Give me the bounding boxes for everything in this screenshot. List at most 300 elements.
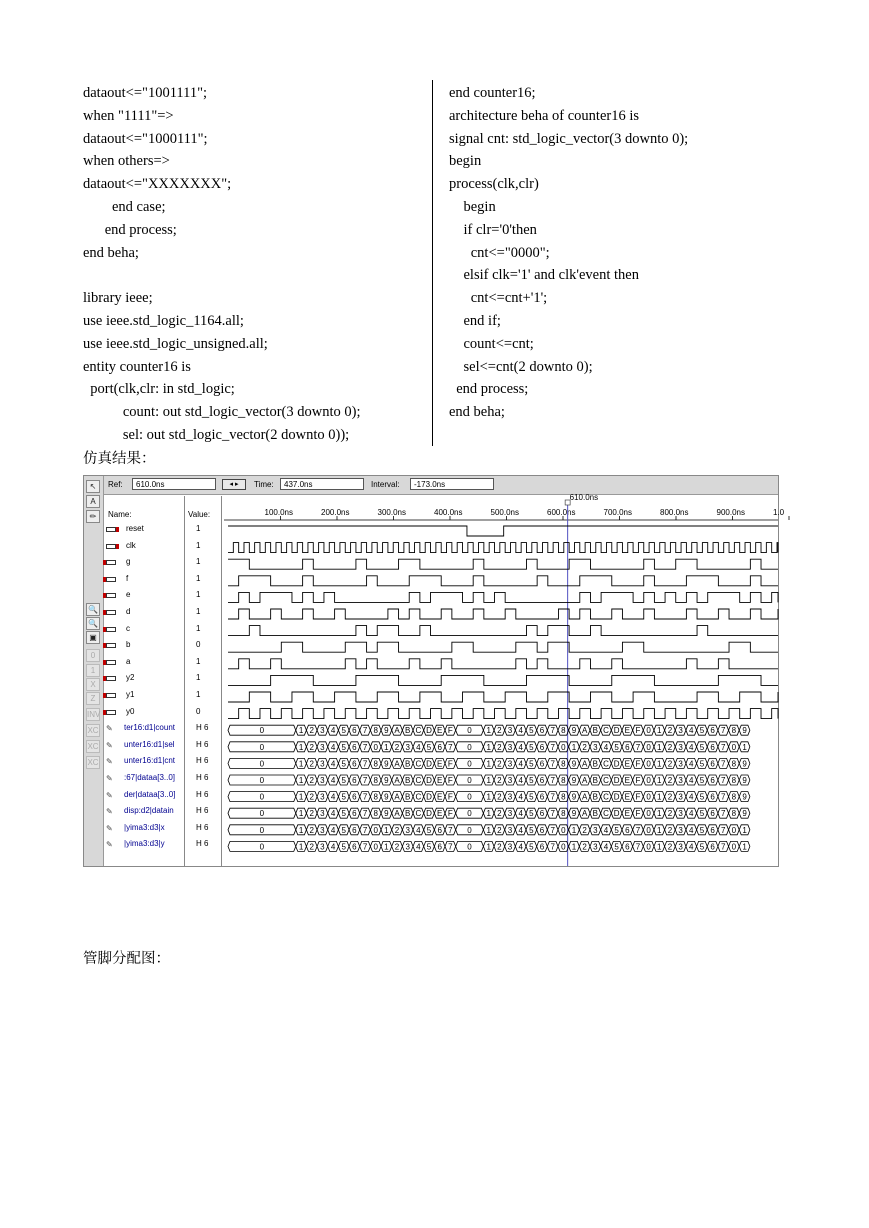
bus-value-label: 3	[320, 792, 325, 802]
tool-button[interactable]: A	[86, 495, 100, 508]
bus-value-label: 7	[721, 842, 726, 852]
bus-value-label: 8	[373, 809, 378, 819]
signal-name[interactable]: :67|dataa[3..0]	[124, 773, 176, 782]
bus-value-label: 2	[394, 825, 400, 835]
bus-value-label: 0	[373, 842, 378, 852]
bus-value-label: 2	[667, 842, 673, 852]
signal-value: 1	[196, 623, 201, 633]
value-column-header: Value:	[188, 510, 211, 519]
bus-value-label: 6	[539, 809, 545, 819]
code-line: sel: out std_logic_vector(2 downto 0));	[83, 426, 350, 443]
bus-value-label: 1	[571, 842, 577, 852]
bus-value-label: 6	[352, 792, 357, 802]
signal-waveform	[228, 609, 778, 619]
bus-value-label: 0	[731, 842, 737, 852]
bus-value-label: 3	[320, 842, 325, 852]
bus-value-label: D	[613, 726, 620, 736]
bus-value-label: 0	[561, 742, 566, 752]
signal-name[interactable]: y2	[126, 673, 135, 683]
bus-value-label: 3	[320, 776, 325, 785]
bus-value-label: 5	[699, 842, 705, 852]
bus-value-label: F	[447, 759, 453, 769]
tool-button[interactable]: 🔍	[86, 603, 100, 616]
signal-name[interactable]: clk	[126, 540, 136, 550]
bus-value-label: D	[613, 759, 620, 769]
bus-value-label: 8	[731, 776, 737, 785]
bus-node-icon: ✎	[106, 757, 113, 767]
bus-value-label: C	[415, 759, 422, 769]
bus-value-label: 5	[341, 842, 346, 852]
signal-value: 1	[196, 607, 201, 616]
bus-value-label: 5	[529, 759, 534, 769]
time-tick-label: 600.0ns	[547, 508, 576, 517]
bus-value-label: 6	[710, 809, 715, 819]
bus-value-label: 1	[571, 742, 577, 752]
bus-value-label: 6	[539, 842, 545, 852]
signal-value: H 6	[196, 822, 209, 832]
bus-value-label: 6	[539, 742, 545, 752]
bus-value-label: F	[447, 809, 453, 819]
bus-value-label: 0	[259, 759, 265, 769]
bus-value-label: 4	[330, 776, 336, 785]
bus-value-label: 0	[467, 776, 472, 785]
time-tick-label: 400.0ns	[434, 508, 463, 517]
signal-name[interactable]: |yima3:d3|x	[124, 822, 165, 832]
bus-value-label: 3	[320, 726, 325, 736]
bus-value-label: 4	[518, 759, 523, 769]
bus-value-label: 0	[259, 842, 265, 852]
bus-value-label: 6	[710, 759, 715, 769]
output-pin-icon	[106, 710, 116, 715]
bus-value-label: 9	[384, 776, 389, 785]
bus-value-label: 5	[529, 776, 534, 785]
bus-value-label: E	[436, 759, 443, 769]
tool-button[interactable]: ✏	[86, 510, 100, 523]
bus-value-label: 9	[571, 726, 577, 736]
signal-name[interactable]: d	[126, 607, 131, 616]
bus-value-label: 1	[298, 742, 304, 752]
signal-name[interactable]: a	[126, 656, 131, 666]
bus-value-label: 6	[710, 742, 715, 752]
bus-value-label: 5	[529, 842, 534, 852]
bus-value-label: 7	[448, 742, 453, 752]
bus-value-label: 1	[486, 792, 491, 802]
bus-value-label: 3	[507, 792, 513, 802]
bus-value-label: 0	[259, 776, 265, 785]
bus-value-label: 5	[699, 792, 705, 802]
bus-value-label: C	[415, 776, 422, 785]
bus-value-label: 2	[309, 825, 314, 835]
bus-value-label: 8	[561, 726, 566, 736]
bus-value-label: 0	[731, 825, 737, 835]
bus-value-label: 3	[678, 726, 683, 736]
bus-value-label: 5	[341, 792, 346, 802]
code-line: dataout<="XXXXXXX";	[83, 176, 232, 193]
bus-value-label: E	[436, 726, 443, 736]
bus-value-label: 6	[539, 825, 545, 835]
bus-value-label: 2	[394, 842, 400, 852]
tool-button[interactable]: 0	[86, 649, 100, 662]
bus-value-label: 6	[352, 809, 357, 819]
bus-node-icon: ✎	[106, 724, 113, 734]
bus-value-label: 3	[678, 792, 683, 802]
bus-value-label: C	[603, 792, 609, 802]
bus-value-label: 0	[467, 842, 472, 852]
input-pin-icon	[106, 544, 116, 549]
bus-value-label: 7	[721, 742, 726, 752]
bus-value-label: 3	[405, 842, 410, 852]
tool-button[interactable]: 🔍	[86, 617, 100, 630]
bus-value-label: 3	[678, 776, 683, 785]
bus-value-label: 7	[448, 842, 453, 852]
bus-value-label: D	[426, 792, 432, 802]
bus-value-label: 5	[699, 809, 705, 819]
signal-waveform	[228, 659, 778, 669]
signal-name[interactable]: e	[126, 590, 131, 600]
interval-field[interactable]: -173.0ns	[410, 478, 494, 490]
bus-value-label: 3	[507, 809, 513, 819]
bus-value-label: F	[447, 726, 453, 736]
bus-value-label: 0	[646, 809, 651, 819]
bus-value-label: 9	[384, 809, 389, 819]
signal-value: H 6	[196, 739, 209, 749]
bus-value-label: 0	[467, 726, 472, 736]
bus-value-label: A	[581, 759, 588, 769]
bus-value-label: 0	[259, 726, 265, 736]
bus-value-label: 7	[362, 792, 368, 802]
bus-value-label: 2	[309, 726, 314, 736]
bus-value-label: 8	[373, 792, 378, 802]
column-divider	[432, 80, 433, 446]
bus-value-label: 3	[593, 742, 598, 752]
bus-value-label: 7	[721, 759, 726, 769]
tool-button[interactable]: XC	[87, 742, 99, 751]
signal-name[interactable]: g	[126, 557, 131, 567]
bus-value-label: 1	[657, 742, 662, 752]
bus-node-icon: ✎	[106, 774, 113, 783]
bus-value-label: 2	[309, 776, 314, 785]
tool-button[interactable]: XC	[87, 758, 99, 767]
bus-value-label: 2	[309, 792, 314, 802]
signal-waveform	[228, 592, 778, 602]
bus-value-label: 0	[646, 825, 651, 835]
tool-button[interactable]: ↖	[86, 480, 100, 493]
bus-value-label: 9	[571, 809, 577, 819]
bus-value-label: 8	[561, 759, 566, 769]
interval-label: Interval:	[371, 480, 400, 489]
signal-name[interactable]: disp:d2|datain	[124, 806, 174, 816]
bus-value-label: 9	[742, 759, 747, 769]
bus-value-label: 4	[603, 825, 609, 835]
code-line: elsif clk='1' and clk'event then	[449, 267, 639, 284]
tool-button[interactable]: Z	[86, 692, 100, 705]
bus-value-label: 6	[437, 825, 442, 835]
signal-waveform	[228, 543, 778, 553]
signal-name[interactable]: unter16:d1|sel	[124, 739, 175, 749]
bus-value-label: 3	[678, 825, 683, 835]
code-line: sel<=cnt(2 downto 0);	[449, 358, 593, 375]
bus-value-label: 0	[646, 842, 651, 852]
bus-value-label: 7	[550, 759, 555, 769]
bus-value-label: 7	[635, 842, 641, 852]
bus-value-label: F	[635, 809, 641, 819]
code-line: end beha;	[449, 404, 505, 421]
signal-value: 1	[196, 590, 201, 600]
code-line: signal cnt: std_logic_vector(3 downto 0);	[449, 130, 689, 147]
bus-value-label: 2	[309, 742, 314, 752]
bus-value-label: B	[592, 776, 598, 785]
bus-value-label: 8	[731, 726, 737, 736]
signal-value: 0	[196, 640, 201, 650]
bus-value-label: 1	[384, 742, 389, 752]
bus-value-label: 9	[742, 792, 747, 802]
bus-value-label: 5	[529, 809, 534, 819]
code-line: begin	[449, 153, 482, 170]
bus-value-label: 7	[362, 776, 368, 785]
signal-value: H 6	[196, 723, 209, 733]
code-line: end beha;	[83, 244, 139, 261]
code-line: use ieee.std_logic_unsigned.all;	[83, 335, 268, 352]
bus-value-label: 6	[710, 825, 715, 835]
bus-value-label: 2	[309, 809, 314, 819]
bus-value-label: C	[415, 809, 422, 819]
bus-value-label: 3	[507, 825, 513, 835]
bus-value-label: 1	[657, 759, 662, 769]
bus-value-label: 5	[614, 842, 619, 852]
bus-value-label: 0	[467, 742, 472, 752]
bus-value-label: 0	[259, 742, 265, 752]
ref-field[interactable]: 610.0ns	[132, 478, 216, 490]
time-tick-label: 100.0ns	[264, 508, 293, 517]
bus-value-label: 8	[373, 759, 378, 769]
signal-name[interactable]: f	[126, 573, 129, 583]
bus-value-label: 6	[625, 742, 630, 752]
tool-button[interactable]: XC	[87, 726, 99, 735]
signal-waveform	[228, 709, 778, 719]
signal-value: 0	[196, 706, 201, 716]
bus-value-label: 7	[448, 825, 453, 835]
bus-value-label: 4	[330, 792, 336, 802]
bus-value-label: 4	[330, 809, 336, 819]
bus-value-label: 3	[507, 776, 513, 785]
bus-value-label: C	[603, 809, 609, 819]
bus-value-label: 4	[518, 809, 523, 819]
output-pin-icon	[106, 660, 116, 665]
time-tick-label: 700.0ns	[603, 508, 632, 517]
bus-value-label: E	[624, 809, 630, 819]
bus-value-label: E	[436, 809, 443, 819]
signal-value: 1	[196, 690, 201, 699]
bus-value-label: 6	[352, 825, 357, 835]
bus-value-label: 5	[341, 776, 346, 785]
code-column-left	[83, 82, 428, 447]
bus-value-label: 7	[550, 726, 555, 736]
bus-value-label: 1	[298, 842, 304, 852]
tool-button[interactable]: ▣	[86, 631, 100, 644]
output-pin-icon	[106, 610, 116, 615]
bus-value-label: 2	[497, 776, 502, 785]
bus-value-label: 2	[497, 809, 502, 819]
bus-value-label: 7	[550, 776, 555, 785]
bus-value-label: 5	[341, 809, 346, 819]
signal-name[interactable]: b	[126, 640, 131, 650]
bus-value-label: 6	[625, 842, 630, 852]
bus-value-label: 7	[550, 742, 555, 752]
bus-value-label: 6	[539, 792, 545, 802]
bus-value-label: 9	[742, 809, 747, 819]
code-line: cnt<=cnt+'1';	[449, 290, 548, 307]
output-pin-icon	[106, 593, 116, 598]
time-tick-label: 1.0	[773, 508, 785, 517]
bus-value-label: C	[603, 776, 609, 785]
bus-value-label: 3	[678, 742, 683, 752]
output-pin-icon	[106, 643, 116, 648]
time-tick-label: 300.0ns	[377, 508, 406, 517]
signal-value: 1	[196, 557, 201, 567]
ref-arrows-button[interactable]: ◂ ▸	[222, 479, 246, 490]
bus-value-label: 5	[614, 742, 619, 752]
bus-node-icon: ✎	[106, 790, 113, 800]
bus-value-label: 5	[529, 726, 534, 736]
bus-value-label: 7	[550, 825, 555, 835]
output-pin-icon	[106, 676, 116, 681]
bus-value-label: 7	[721, 776, 726, 785]
bus-value-label: 2	[582, 742, 587, 752]
bus-value-label: 2	[497, 726, 502, 736]
bus-value-label: 6	[710, 726, 715, 736]
code-line: end counter16;	[449, 85, 536, 101]
bus-value-label: 7	[721, 809, 726, 819]
signal-name[interactable]: reset	[126, 524, 144, 533]
bus-value-label: 4	[330, 759, 336, 769]
bus-value-label: 0	[259, 809, 265, 819]
signal-name[interactable]: unter16:d1|cnt	[124, 756, 176, 766]
bus-value-label: 8	[373, 726, 378, 736]
bus-value-label: 4	[689, 792, 694, 802]
bus-value-label: 3	[320, 742, 325, 752]
bus-value-label: 4	[330, 825, 336, 835]
tool-button[interactable]: 1	[86, 664, 100, 677]
bus-value-label: 6	[352, 742, 357, 752]
bus-value-label: D	[426, 759, 432, 769]
bus-value-label: 0	[731, 742, 737, 752]
bus-value-label: 7	[362, 742, 368, 752]
bus-value-label: 3	[507, 726, 513, 736]
signal-waveform	[228, 576, 778, 586]
bus-value-label: 2	[309, 759, 314, 769]
bus-value-label: B	[405, 809, 411, 819]
signal-name[interactable]: ter16:d1|count	[124, 723, 176, 733]
bus-value-label: 4	[416, 842, 421, 852]
bus-value-label: 3	[678, 842, 683, 852]
bus-value-label: 1	[298, 759, 304, 769]
bus-value-label: 9	[384, 726, 389, 736]
bus-value-label: D	[613, 776, 620, 785]
bus-value-label: F	[635, 776, 641, 785]
bus-value-label: 9	[571, 776, 577, 785]
bus-value-label: E	[436, 776, 443, 785]
bus-value-label: D	[613, 809, 620, 819]
signal-value: H 6	[196, 839, 209, 849]
bus-value-label: 4	[330, 742, 336, 752]
bus-value-label: 4	[689, 825, 694, 835]
signal-waveform	[228, 626, 778, 636]
bus-value-label: 2	[497, 792, 502, 802]
bus-value-label: 2	[497, 842, 502, 852]
bus-value-label: 6	[352, 759, 357, 769]
bus-value-label: 1	[384, 842, 389, 852]
bus-value-label: 4	[416, 742, 421, 752]
bus-value-label: 4	[518, 742, 523, 752]
bus-value-label: C	[603, 759, 609, 769]
bus-value-label: 0	[467, 792, 472, 802]
time-tick-label: 500.0ns	[490, 508, 519, 517]
signal-name[interactable]: der|dataa[3..0]	[124, 789, 176, 799]
bus-value-label: 1	[486, 726, 491, 736]
bus-value-label: 0	[646, 776, 651, 785]
bus-node-icon: ✎	[106, 740, 113, 750]
signal-value: 1	[196, 573, 201, 583]
bus-value-label: 2	[667, 759, 673, 769]
tool-button[interactable]: INV	[87, 710, 101, 719]
signal-name[interactable]: c	[126, 623, 130, 633]
bus-value-label: 4	[330, 842, 336, 852]
bus-value-label: A	[581, 792, 588, 802]
bus-value-label: 7	[550, 842, 555, 852]
bus-value-label: 4	[689, 776, 694, 785]
bus-value-label: 2	[497, 759, 502, 769]
bus-value-label: F	[635, 726, 641, 736]
bus-value-label: 7	[550, 792, 555, 802]
bus-value-label: 1	[571, 825, 577, 835]
signal-value: H 6	[196, 756, 209, 766]
tool-button[interactable]: X	[86, 678, 100, 691]
output-pin-icon	[106, 577, 116, 582]
bus-value-label: 4	[689, 742, 694, 752]
bus-value-label: 7	[362, 842, 368, 852]
code-line: if clr='0'then	[449, 221, 537, 238]
signal-name[interactable]: y1	[126, 690, 135, 699]
bus-value-label: F	[635, 759, 641, 769]
code-line: end process;	[449, 381, 529, 398]
code-line: architecture beha of counter16 is	[449, 107, 640, 124]
bus-value-label: 6	[710, 792, 715, 802]
signal-waveform	[228, 692, 778, 702]
bus-value-label: 2	[667, 742, 673, 752]
bus-value-label: 5	[341, 742, 346, 752]
bus-value-label: F	[447, 792, 453, 802]
bus-value-label: 1	[384, 825, 389, 835]
bus-value-label: 9	[384, 759, 389, 769]
bus-value-label: 2	[667, 809, 673, 819]
bus-value-label: 1	[657, 809, 662, 819]
time-field[interactable]: 437.0ns	[280, 478, 364, 490]
signal-name[interactable]: |yima3:d3|y	[124, 839, 165, 849]
bus-value-label: 4	[689, 759, 694, 769]
output-pin-icon	[106, 693, 116, 698]
bus-value-label: 3	[320, 809, 325, 819]
bus-value-label: 7	[362, 726, 368, 736]
bus-value-label: 2	[582, 842, 587, 852]
bus-value-label: 8	[731, 809, 737, 819]
bus-value-label: 7	[362, 809, 368, 819]
code-line: begin	[449, 198, 496, 215]
bus-value-label: 3	[320, 825, 325, 835]
code-line: dataout<="1001111";	[83, 85, 208, 101]
time-tick-label: 200.0ns	[321, 508, 350, 517]
bus-value-label: 1	[298, 792, 304, 802]
signal-name[interactable]: y0	[126, 706, 135, 716]
